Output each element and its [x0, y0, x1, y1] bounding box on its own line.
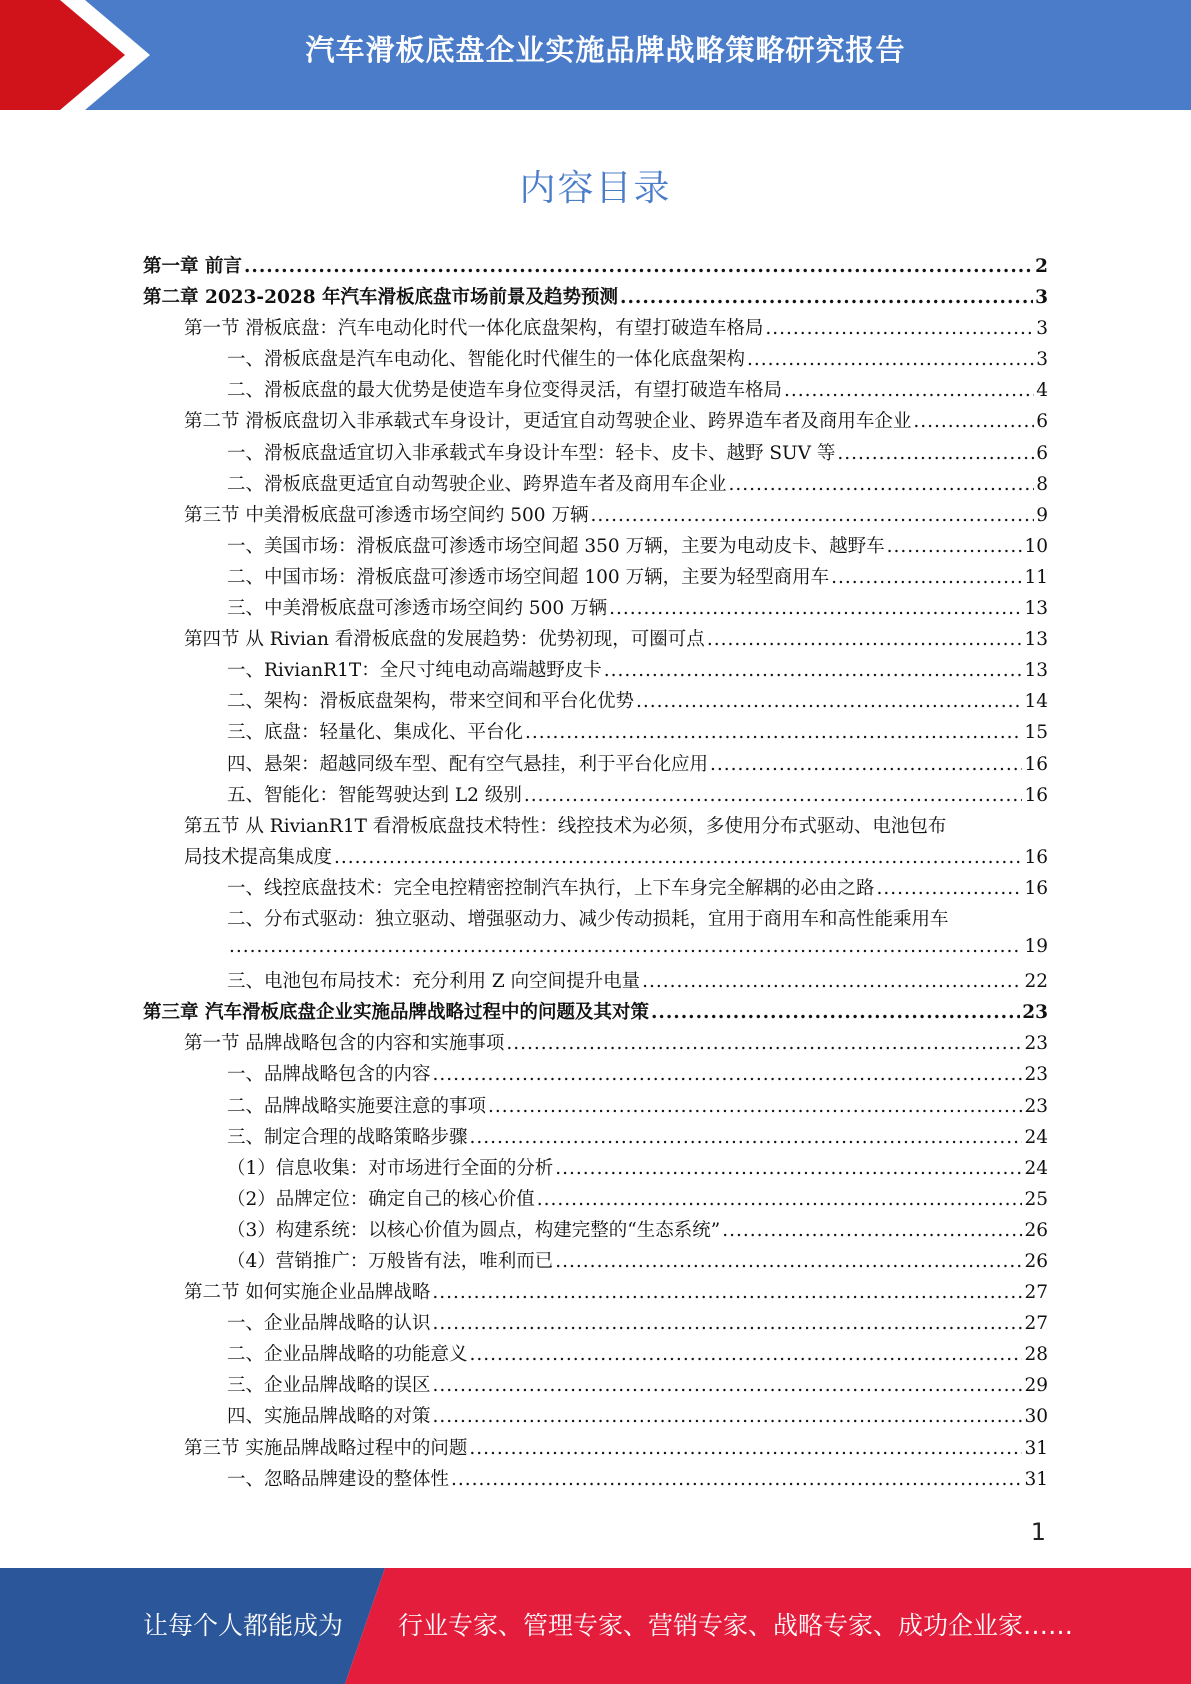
- toc-entry-page: 9: [1036, 504, 1048, 526]
- toc-leader-dots: [887, 536, 1023, 557]
- toc-entry-title: 二、品牌战略实施要注意的事项: [227, 1095, 487, 1117]
- toc-entry-title: （2）品牌定位：确定自己的核心价值: [227, 1188, 535, 1210]
- toc-leader-dots: [537, 1189, 1023, 1210]
- toc-entry-page: 10: [1024, 535, 1048, 557]
- toc-entry[interactable]: [143, 1060, 1048, 1091]
- toc-entry[interactable]: [143, 936, 1048, 967]
- toc-entry-page: 30: [1024, 1406, 1048, 1428]
- toc-entry[interactable]: [143, 345, 1048, 376]
- toc-entry-title: 一、品牌战略包含的内容: [227, 1064, 431, 1086]
- page-footer: [0, 1568, 1191, 1684]
- toc-entry-title: 第二节 如何实施企业品牌战略: [184, 1282, 431, 1304]
- toc-entry-title: 二、滑板底盘更适宜自动驾驶企业、跨界造车者及商用车企业: [227, 473, 727, 495]
- toc-leader-dots: [590, 505, 1034, 526]
- toc-entry[interactable]: [143, 843, 1048, 874]
- toc-entry-title: 第三节 中美滑板底盘可渗透市场空间约 500 万辆: [184, 504, 589, 526]
- toc-leader-dots: [651, 1002, 1020, 1023]
- toc-entry-page: 27: [1024, 1313, 1048, 1335]
- toc-leader-dots: [451, 1469, 1022, 1490]
- toc-entry-page: 23: [1024, 1064, 1048, 1086]
- toc-entry-page: 11: [1024, 566, 1048, 588]
- page-header: [0, 0, 1191, 110]
- toc-entry[interactable]: [143, 1154, 1048, 1185]
- toc-entry[interactable]: [143, 905, 1048, 936]
- toc-leader-dots: [710, 754, 1022, 775]
- toc-leader-dots: [784, 380, 1034, 401]
- toc-entry-title: 四、悬架：超越同级车型、配有空气悬挂，利于平台化应用: [227, 753, 709, 775]
- toc-entry-title: 三、企业品牌战略的误区: [227, 1375, 431, 1397]
- toc-leader-dots: [636, 691, 1022, 712]
- toc-entry-title: 第五节 从 RivianR1T 看滑板底盘技术特性：线控技术为必须，多使用分布式驱动、电池包布: [184, 815, 947, 837]
- toc-heading: 内容目录: [519, 168, 672, 209]
- toc-entry-title: 第二节 滑板底盘切入非承载式车身设计，更适宜自动驾驶企业、跨界造车者及商用车企业: [184, 411, 912, 433]
- toc-entry-title: 一、企业品牌战略的认识: [227, 1313, 431, 1335]
- toc-entry[interactable]: [143, 407, 1048, 438]
- toc-leader-dots: [229, 936, 1022, 957]
- toc-entry[interactable]: [143, 656, 1048, 687]
- toc-entry-page: 4: [1036, 380, 1048, 402]
- toc-entry-title: 三、制定合理的战略策略步骤: [227, 1126, 468, 1148]
- toc-entry-title: 第三节 实施品牌战略过程中的问题: [184, 1437, 468, 1459]
- toc-entry[interactable]: [143, 1278, 1048, 1309]
- toc-entry-title: 五、智能化：智能驾驶达到 L2 级别: [227, 784, 522, 806]
- toc-entry-page: 31: [1024, 1468, 1048, 1490]
- toc-entry[interactable]: [143, 532, 1048, 563]
- toc-entry-page: 24: [1024, 1126, 1048, 1148]
- toc-leader-dots: [555, 1251, 1022, 1272]
- toc-entry-page: 24: [1024, 1157, 1048, 1179]
- toc-entry-page: 23: [1022, 1002, 1048, 1024]
- toc-entry[interactable]: [143, 1434, 1048, 1465]
- toc-entry-page: 23: [1024, 1095, 1048, 1117]
- toc-entry[interactable]: [143, 1340, 1048, 1371]
- toc-entry[interactable]: [143, 718, 1048, 749]
- toc-entry-page: 15: [1024, 722, 1048, 744]
- toc-entry-page: 3: [1035, 287, 1048, 309]
- toc-entry[interactable]: [143, 501, 1048, 532]
- toc-entry-page: 13: [1024, 629, 1048, 651]
- toc-leader-dots: [609, 598, 1022, 619]
- toc-leader-dots: [334, 847, 1022, 868]
- toc-entry-title: 三、中美滑板底盘可渗透市场空间约 500 万辆: [227, 598, 608, 620]
- toc-leader-dots: [765, 318, 1034, 339]
- toc-leader-dots: [525, 722, 1022, 743]
- toc-entry[interactable]: [143, 1309, 1048, 1340]
- toc-entry-page: 31: [1024, 1437, 1048, 1459]
- toc-entry[interactable]: [143, 376, 1048, 407]
- toc-entry[interactable]: [143, 998, 1048, 1029]
- toc-entry-title: 二、中国市场：滑板底盘可渗透市场空间超 100 万辆，主要为轻型商用车: [227, 566, 830, 588]
- toc-entry[interactable]: [143, 252, 1048, 283]
- toc-entry[interactable]: [143, 1465, 1048, 1496]
- toc-leader-dots: [707, 629, 1023, 650]
- toc-entry[interactable]: [143, 1029, 1048, 1060]
- toc-entry-title: 一、美国市场：滑板底盘可渗透市场空间超 350 万辆，主要为电动皮卡、越野车: [227, 535, 885, 557]
- toc-entry-page: 23: [1024, 1033, 1048, 1055]
- toc-entry[interactable]: [143, 812, 1048, 843]
- toc-leader-dots: [729, 474, 1035, 495]
- toc-entry[interactable]: [143, 625, 1048, 656]
- toc-entry-title: 第二章 2023-2028 年汽车滑板底盘市场前景及趋势预测: [143, 287, 619, 309]
- toc-entry-page: 29: [1024, 1375, 1048, 1397]
- toc-entry[interactable]: [143, 1185, 1048, 1216]
- toc-entry-title: 第三章 汽车滑板底盘企业实施品牌战略过程中的问题及其对策: [143, 1002, 649, 1024]
- toc-entry-title: 四、实施品牌战略的对策: [227, 1406, 431, 1428]
- toc-entry[interactable]: [143, 687, 1048, 718]
- toc-entry[interactable]: [143, 967, 1048, 998]
- toc-leader-dots: [506, 1033, 1022, 1054]
- toc-entry-title: 第一章 前言: [143, 256, 242, 277]
- toc-entry-title: 一、RivianR1T：全尺寸纯电动高端越野皮卡: [227, 660, 602, 682]
- toc-entry-page: 14: [1024, 691, 1048, 713]
- toc-entry[interactable]: [143, 874, 1048, 905]
- toc-entry[interactable]: [143, 1092, 1048, 1123]
- toc-entry[interactable]: [143, 563, 1048, 594]
- toc-leader-dots: [488, 1096, 1022, 1117]
- toc-entry-page: 26: [1024, 1219, 1048, 1241]
- toc-leader-dots: [244, 256, 1033, 277]
- report-title: 汽车滑板底盘企业实施品牌战略策略研究报告: [305, 33, 906, 67]
- toc-leader-dots: [470, 1127, 1023, 1148]
- toc-entry-page: 16: [1024, 846, 1048, 868]
- toc-entry-page: 19: [1024, 936, 1048, 958]
- toc-entry[interactable]: [143, 750, 1048, 781]
- toc-entry-title: 第四节 从 Rivian 看滑板底盘的发展趋势：优势初现，可圈可点: [184, 629, 705, 651]
- toc-entry-page: 25: [1024, 1188, 1048, 1210]
- toc-entry-title: 二、分布式驱动：独立驱动、增强驱动力、减少传动损耗，宜用于商用车和高性能乘用车: [227, 908, 949, 930]
- toc-leader-dots: [555, 1158, 1022, 1179]
- toc-entry[interactable]: [143, 781, 1048, 812]
- toc-entry-title: 第一节 滑板底盘：汽车电动化时代一体化底盘架构，有望打破造车格局: [184, 318, 764, 340]
- toc-leader-dots: [747, 349, 1034, 370]
- toc-leader-dots: [831, 567, 1022, 588]
- footer-slogan-right: 行业专家、管理专家、营销专家、战略专家、成功企业家……: [398, 1611, 1074, 1640]
- toc-entry-page: 16: [1024, 877, 1048, 899]
- toc-leader-dots: [432, 1282, 1022, 1303]
- toc-leader-dots: [524, 785, 1023, 806]
- toc-entry-title: 三、电池包布局技术：充分利用 Z 向空间提升电量: [227, 971, 641, 993]
- toc-entry-page: 13: [1024, 598, 1048, 620]
- toc-entry-title: 二、架构：滑板底盘架构，带来空间和平台化优势: [227, 691, 635, 713]
- toc-entry-page: 13: [1024, 660, 1048, 682]
- toc-entry-title: 一、线控底盘技术：完全电控精密控制汽车执行，上下车身完全解耦的必由之路: [227, 877, 875, 899]
- toc-entry[interactable]: [143, 470, 1048, 501]
- toc-entry-page: 3: [1036, 349, 1048, 371]
- toc-entry-page: 3: [1036, 318, 1048, 340]
- toc-leader-dots: [433, 1313, 1023, 1334]
- toc-entry[interactable]: [143, 594, 1048, 625]
- toc-entry-title: 二、企业品牌战略的功能意义: [227, 1344, 468, 1366]
- table-of-contents: [143, 252, 1048, 1496]
- toc-entry-title: （1）信息收集：对市场进行全面的分析: [227, 1157, 554, 1179]
- toc-entry-page: 6: [1036, 442, 1048, 464]
- toc-entry-title: 一、滑板底盘是汽车电动化、智能化时代催生的一体化底盘架构: [227, 349, 746, 371]
- toc-entry-page: 16: [1024, 753, 1048, 775]
- toc-entry-title: （3）构建系统：以核心价值为圆点，构建完整的“生态系统”: [227, 1219, 721, 1241]
- toc-entry[interactable]: [143, 283, 1048, 314]
- footer-slogan-left: 让每个人都能成为: [143, 1611, 344, 1640]
- toc-leader-dots: [913, 411, 1034, 432]
- toc-leader-dots: [433, 1406, 1023, 1427]
- toc-entry[interactable]: [143, 439, 1048, 470]
- toc-leader-dots: [620, 287, 1033, 308]
- toc-leader-dots: [433, 1375, 1023, 1396]
- toc-entry-page: 2: [1035, 256, 1048, 277]
- toc-entry[interactable]: [143, 314, 1048, 345]
- toc-leader-dots: [433, 1064, 1023, 1085]
- toc-entry-page: 27: [1024, 1282, 1048, 1304]
- toc-entry-page: 8: [1036, 473, 1048, 495]
- toc-entry[interactable]: [143, 1216, 1048, 1247]
- toc-entry-title: 第一节 品牌战略包含的内容和实施事项: [184, 1033, 505, 1055]
- toc-leader-dots: [470, 1344, 1023, 1365]
- toc-entry[interactable]: [143, 1247, 1048, 1278]
- toc-entry-page: 6: [1036, 411, 1048, 433]
- toc-leader-dots: [877, 878, 1023, 899]
- toc-entry[interactable]: [143, 1371, 1048, 1402]
- toc-leader-dots: [642, 971, 1022, 992]
- toc-entry-title: （4）营销推广：万般皆有法，唯利而已: [227, 1251, 554, 1272]
- toc-entry-page: 26: [1024, 1251, 1048, 1272]
- toc-leader-dots: [722, 1220, 1022, 1241]
- toc-entry-page: 16: [1024, 784, 1048, 806]
- toc-leader-dots: [837, 443, 1034, 464]
- toc-entry-title: 一、滑板底盘适宜切入非承载式车身设计车型：轻卡、皮卡、越野 SUV 等: [227, 442, 836, 464]
- page-number: 1: [1030, 1518, 1046, 1546]
- toc-entry-page: 22: [1024, 971, 1048, 993]
- toc-leader-dots: [469, 1438, 1022, 1459]
- toc-leader-dots: [604, 660, 1023, 681]
- toc-entry[interactable]: [143, 1123, 1048, 1154]
- toc-entry-title: 局技术提高集成度: [184, 846, 333, 868]
- toc-entry[interactable]: [143, 1402, 1048, 1433]
- toc-entry-title: 三、底盘：轻量化、集成化、平台化: [227, 722, 524, 744]
- toc-entry-title: 二、滑板底盘的最大优势是使造车身位变得灵活，有望打破造车格局: [227, 380, 783, 402]
- toc-entry-page: 28: [1024, 1344, 1048, 1366]
- toc-entry-title: 一、忽略品牌建设的整体性: [227, 1468, 450, 1490]
